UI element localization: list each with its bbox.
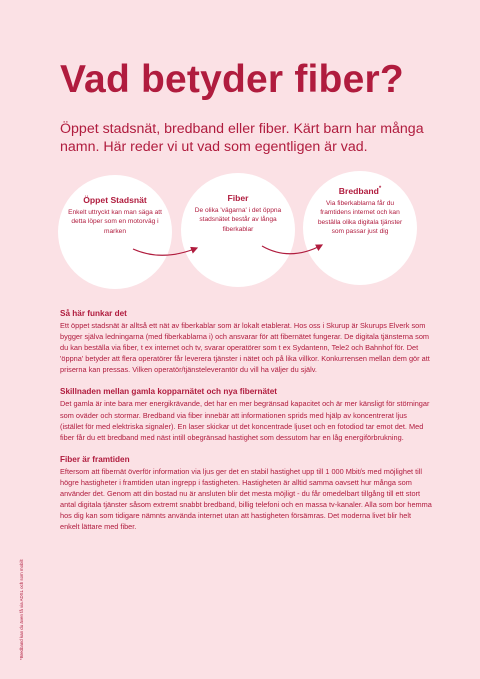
section-skillnaden [60,386,432,442]
section-text: Eftersom att fibernät överför information via ljus ger det en stabil hastighet upp till 1 000 Mbit/s med möjlighet till högre hastigheter i framtiden utan ingrepp i fastigheten. Hastigheten är alltid samma oavsett hur många som använder det. Genom att din bostad nu är ansluten blir det mesta möjligt - du får omedelbart tillgång till ett stort antal digitala tjänster såsom extremt snabbt bredband, billig telefoni och en massa tv-kanaler. Alla som bor hemma hos dig kan som tidigare nämnts använda internet utan att hastigheten försämras. Det moderna livet blir helt enkelt lättare med fiber. [60,466,432,532]
section-text: Ett öppet stadsnät är alltså ett nät av fiberkablar som är lokalt etablerat. Hos oss i Skurup är Skurups Elverk som bygger själva ledningarna (med fiberkablarna i) och ansvarar för att fibernätet fungerar. De digitala tjänsterna som du kan beställa via fiber, t ex internet och tv, svarar operatörer som t ex Sydantenn, Tele2 och Bahnhof för. Det 'öppna' betyder att flera operatörer får leverera tjänster i nätet och på lika villkor. Konkurrensen mellan dem gör att priserna kan pressas. Vilken operatör/tjänsteleverantör du vill ha väljer du själv. [60,321,430,375]
body-text [60,308,432,543]
circle-title: Öppet Stadsnät [83,195,147,205]
section-text: Det gamla är inte bara mer energikrävande, det har en mer begränsad kapacitet och är mer känsligt för störningar som oväder och stormar. Bredband via fiber innebär att informationen sprids med hjälp av koncentrerat ljus (istället för med elektriska signaler). En laser skickar ut det koncentrade ljuset och en fotodiod tar emot det. Med fiber får du ett bredband med näst intill obegränsad hastighet som dessutom har en låg energiförbrukning. [60,399,430,442]
circle-title: Fiber [227,193,249,203]
section-fiber-ar-framtiden [60,454,432,533]
circle-text: Via fiberkablarna får du framtidens internet och kan beställa olika digitala tjänster som passar just dig [317,200,403,236]
circle-text: Enkelt uttryckt kan man säga att detta löper som en motorväg i marken [68,209,162,235]
section-sa-har-funkar-det [60,308,432,375]
footnote: *Bredband kan du även få via ADSL och som mobilt [19,559,24,660]
footnote-mark: * [378,186,382,193]
section-heading: Skillnaden mellan gamla kopparnätet och nya fibernätet [60,387,278,397]
section-heading: Fiber är framtiden [60,454,130,464]
circle-title: Bredband* [338,186,382,196]
arrow-icon [262,245,322,254]
circle-text: De olika 'vägarna' i det öppna stadsnätet består av långa fiberkablar [194,207,282,233]
page-title: Vad betyder fiber? [60,58,404,101]
lead-text: Öppet stadsnät, bredband eller fiber. Kärt barn har många namn. Här reder vi ut vad som egentligen är vad. [60,121,424,155]
section-heading: Så här funkar det [60,309,127,318]
arrow-icon [133,248,197,255]
